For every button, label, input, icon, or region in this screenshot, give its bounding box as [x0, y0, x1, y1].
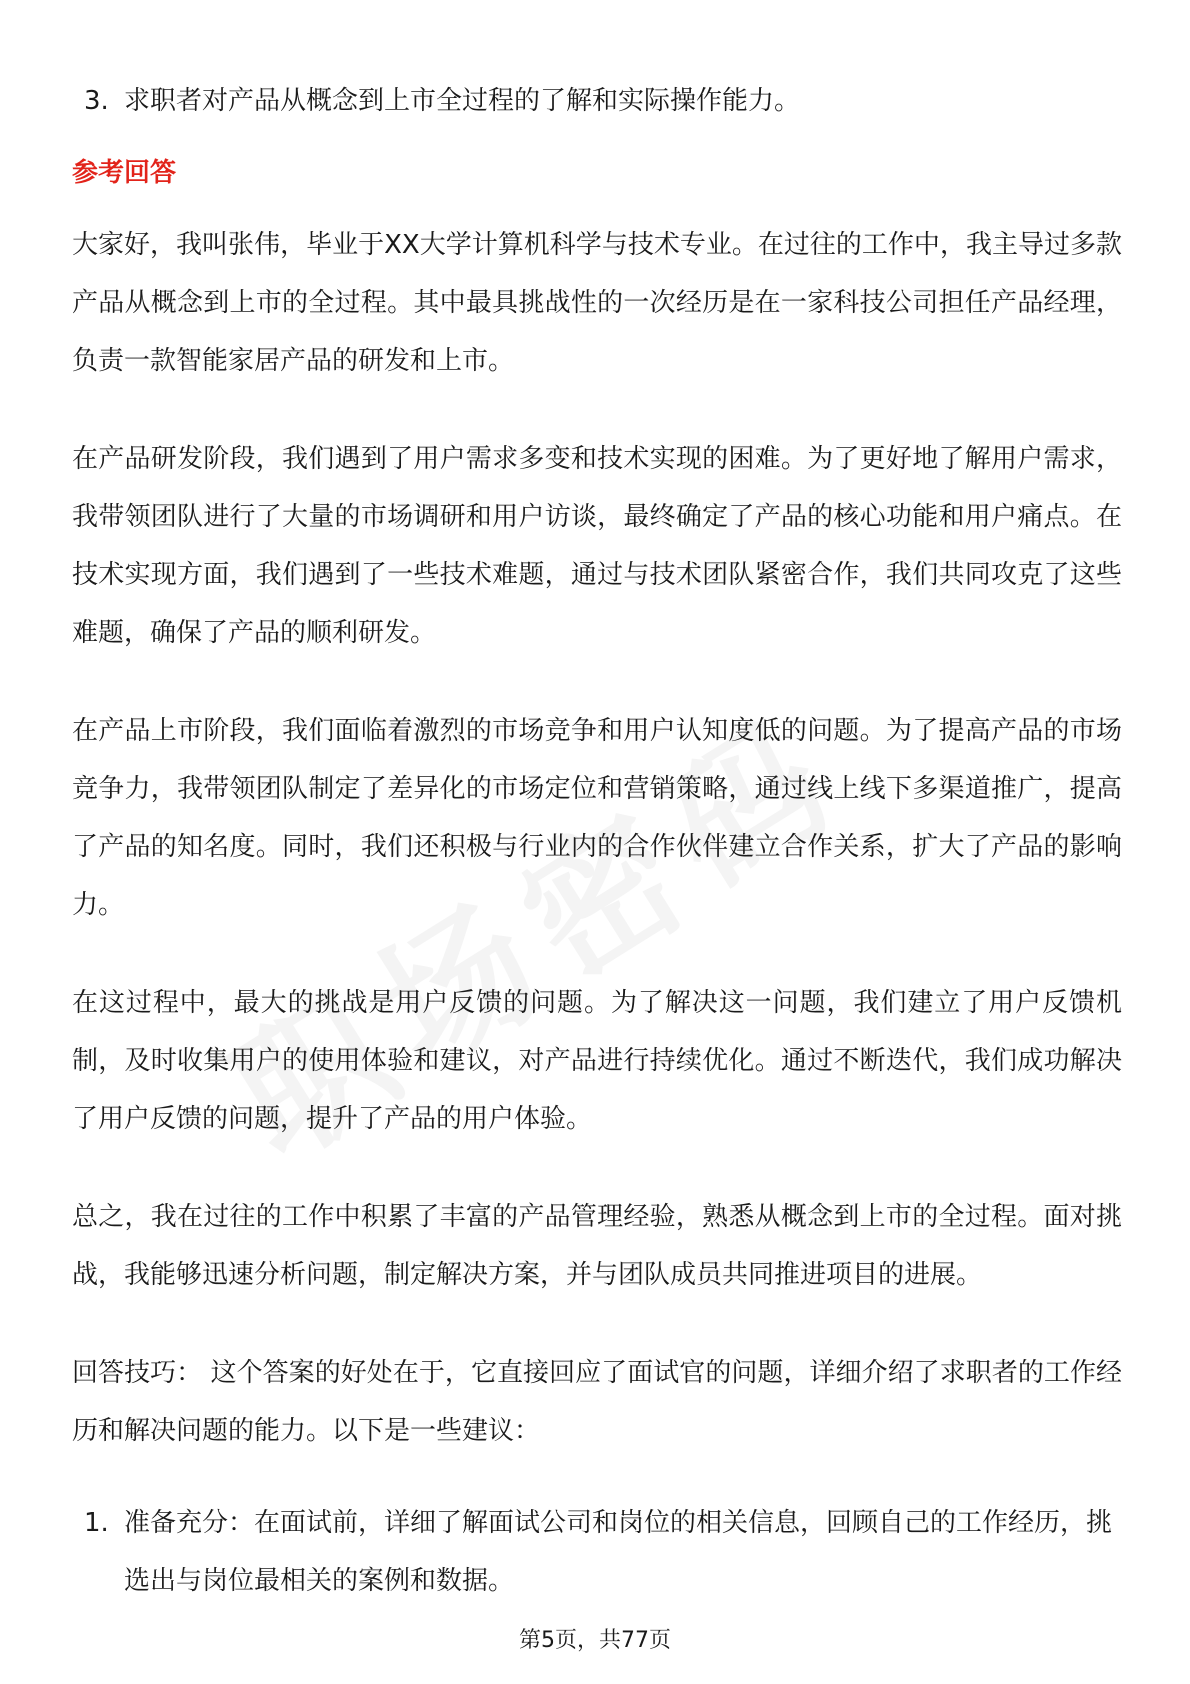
list-item-number: 1. [84, 1508, 109, 1538]
list-item [72, 1494, 1122, 1610]
answer-tips-paragraph: 回答技巧： 这个答案的好处在于，它直接回应了面试官的问题，详细介绍了求职者的工作经历和解决问题的能力。以下是一些建议： [72, 1358, 1122, 1446]
section-heading: 参考回答 [72, 158, 177, 188]
tips-list [72, 1494, 1122, 1610]
paragraph: 在产品研发阶段，我们遇到了用户需求多变和技术实现的困难。为了更好地了解用户需求，我带领团队进行了大量的市场调研和用户访谈，最终确定了产品的核心功能和用户痛点。在技术实现方面，我们遇到了一些技术难题，通过与技术团队紧密合作，我们共同攻克了这些难题，确保了产品的顺利研发。 [72, 444, 1122, 648]
paragraph: 大家好，我叫张伟，毕业于XX大学计算机科学与技术专业。在过往的工作中，我主导过多款产品从概念到上市的全过程。其中最具挑战性的一次经历是在一家科技公司担任产品经理，负责一款智能家居产品的研发和上市。 [72, 230, 1122, 376]
paragraph: 在这过程中，最大的挑战是用户反馈的问题。为了解决这一问题，我们建立了用户反馈机制，及时收集用户的使用体验和建议，对产品进行持续优化。通过不断迭代，我们成功解决了用户反馈的问题，提升了产品的用户体验。 [72, 988, 1122, 1134]
list-item-text: 求职者对产品从概念到上市全过程的了解和实际操作能力。 [124, 86, 801, 116]
list-item-text: 准备充分：在面试前，详细了解面试公司和岗位的相关信息，回顾自己的工作经历，挑选出与岗位最相关的案例和数据。 [124, 1508, 1113, 1596]
page-content [72, 72, 1122, 1610]
paragraph: 在产品上市阶段，我们面临着激烈的市场竞争和用户认知度低的问题。为了提高产品的市场竞争力，我带领团队制定了差异化的市场定位和营销策略，通过线上线下多渠道推广，提高了产品的知名度。同时，我们还积极与行业内的合作伙伴建立合作关系，扩大了产品的影响力。 [72, 716, 1122, 920]
paragraph: 总之，我在过往的工作中积累了丰富的产品管理经验，熟悉从概念到上市的全过程。面对挑战，我能够迅速分析问题，制定解决方案，并与团队成员共同推进项目的进展。 [72, 1202, 1122, 1290]
list-item-number: 3. [84, 86, 109, 116]
list-item [72, 72, 1122, 130]
page-footer: 第5页，共77页 [519, 1628, 671, 1653]
